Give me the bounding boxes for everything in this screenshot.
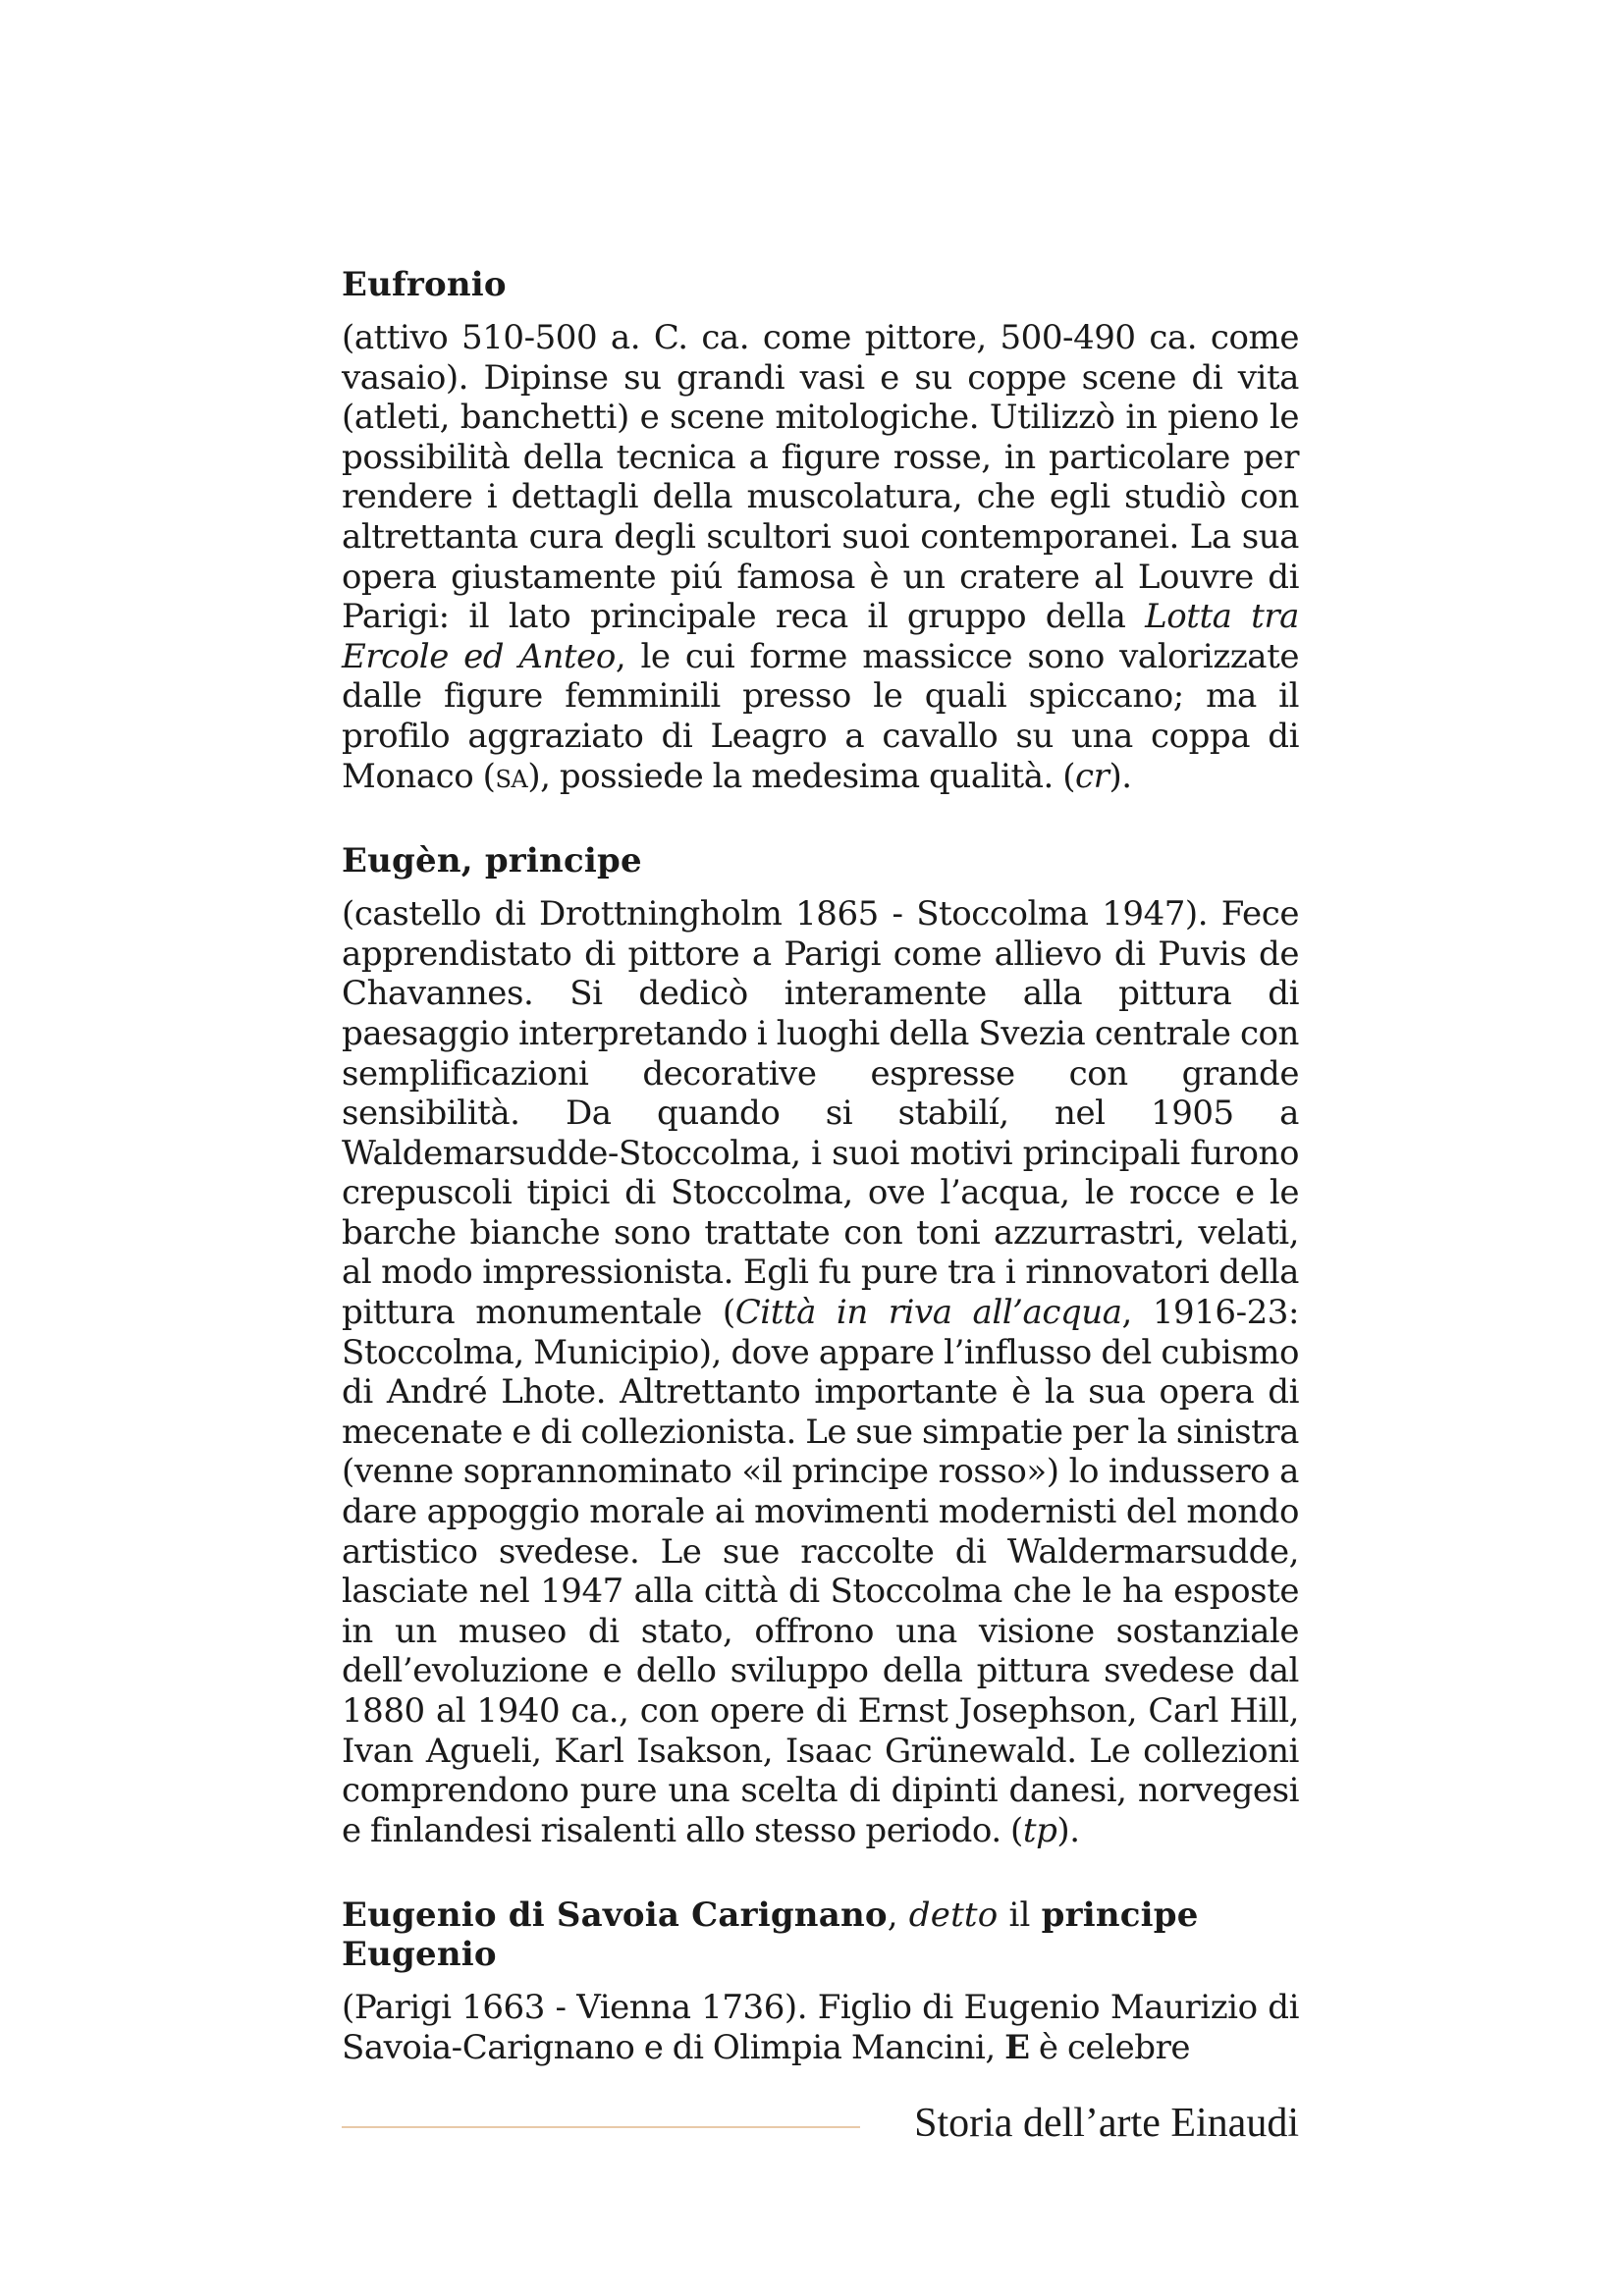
page-footer: [342, 2099, 1299, 2148]
entry-title: Eufronio: [342, 265, 507, 304]
entry-body: (castello di Drottningholm 1865 - Stoccolma 1947). Fece apprendistato di pittore a Parigi come allievo di Puvis de Chavannes. Si dedicò interamente alla pittura di paesaggio interpretando i luoghi della Svezia centrale con semplificazioni decorative espresse con grande sensibilità. Da quando si stabilí, nel 1905 a Waldemarsudde-Stoccolma, i suoi motivi principali furono crepuscoli tipici di Stoccolma, ove l’acqua, le rocce e le barche bianche sono trattate con toni azzurrastri, velati, al modo impressionista. Egli fu pure tra i rinnovatori della pittura monumentale (Città in riva all’acqua, 1916-23: Stoccolma, Municipio), dove appare l’influsso del cubismo di André Lhote. Altrettanto importante è la sua opera di mecenate e di collezionista. Le sue simpatie per la sinistra (venne soprannominato «il principe rosso») lo indussero a dare appoggio morale ai movimenti modernisti del mondo artistico svedese. Le sue raccolte di Waldermarsudde, lasciate nel 1947 alla città di Stoccolma che le ha esposte in un museo di stato, offrono una visione sostanziale dell’evoluzione e dello sviluppo della pittura svedese dal 1880 al 1940 ca., con opere di Ernst Josephson, Carl Hill, Ivan Agueli, Karl Isakson, Isaac Grünewald. Le collezioni comprendono pure una scelta di dipinti danesi, norvegesi e finlandesi risalenti allo stesso periodo. (tp).: [342, 894, 1299, 1850]
text-run-sc: sa: [495, 756, 528, 796]
text-run-i: cr: [1075, 756, 1109, 796]
text-run-b: Eugenio di Savoia Carignano: [342, 1896, 888, 1936]
text-run-i: tp: [1022, 1810, 1057, 1850]
entry-eufronio: [342, 265, 1299, 796]
text-run-i: Lotta tra Ercole ed Anteo: [342, 597, 1299, 676]
text-run-b: E: [1004, 2027, 1030, 2067]
text-run-plain: il: [998, 1896, 1042, 1936]
entry-title: [342, 1896, 1299, 1974]
entry-eugenio-di-savoia: [342, 1896, 1299, 2067]
footer-rule: [342, 2126, 860, 2128]
footer-publisher-text: Storia dell’arte Einaudi: [914, 2101, 1299, 2146]
text-run-plain: ,: [887, 1896, 909, 1936]
text-run-b: principe Eugenio: [342, 1896, 1199, 1975]
entry-body: (Parigi 1663 - Vienna 1736). Figlio di Eugenio Maurizio di Savoia-Carignano e di Olimpia Mancini, E è celebre: [342, 1988, 1299, 2067]
page-content: [342, 265, 1299, 2113]
entry-eugen: [342, 841, 1299, 1850]
entry-body: (attivo 510-500 a. C. ca. come pittore, 500-490 ca. come vasaio). Dipinse su grandi vasi e su coppe scene di vita (atleti, banchetti) e scene mitologiche. Utilizzò in pieno le possibilità della tecnica a figure rosse, in particolare per rendere i dettagli della muscolatura, che egli studiò con altrettanta cura degli scultori suoi contemporanei. La sua opera giustamente piú famosa è un cratere al Louvre di Parigi: il lato principale reca il gruppo della Lotta tra Ercole ed Anteo, le cui forme massicce sono valorizzate dalle figure femminili presso le quali spiccano; ma il profilo aggraziato di Leagro a cavallo su una coppa di Monaco (sa), possiede la medesima qualità. (cr).: [342, 318, 1299, 796]
text-run-ital: detto: [908, 1896, 999, 1936]
text-run-i: Città in riva all’acqua: [734, 1293, 1122, 1333]
entry-title: Eugèn, principe: [342, 841, 642, 881]
